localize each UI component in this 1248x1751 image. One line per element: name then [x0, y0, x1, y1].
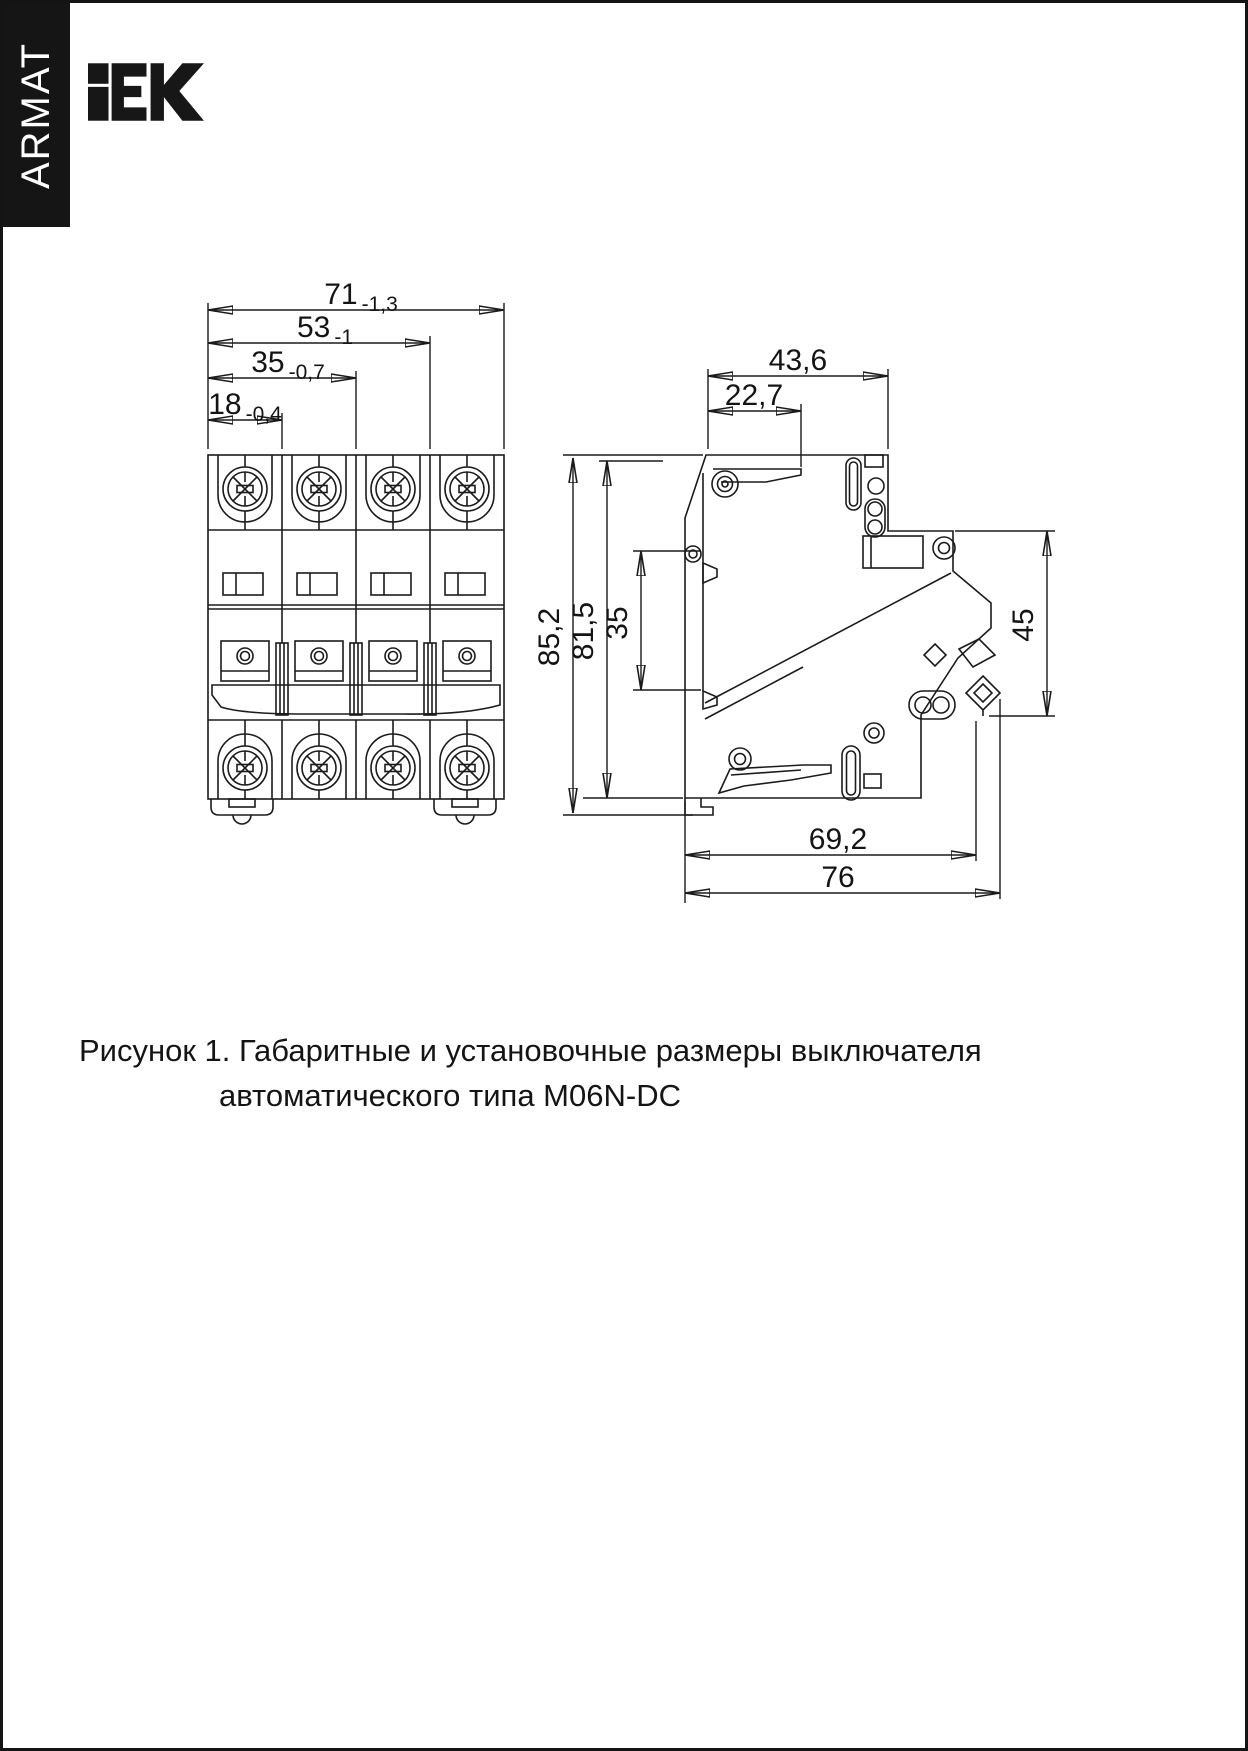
- figure-caption: [79, 1029, 982, 1119]
- dim-label-18: 18 $_{-0,4}$: [208, 388, 282, 426]
- dim-label-43-6: 43,6: [768, 344, 828, 377]
- dim-label-85-2: 85,2: [533, 607, 566, 667]
- front-view-drawing: [208, 455, 504, 824]
- dim-label-69-2: 69,2: [808, 823, 868, 856]
- side-view-drawing: [685, 455, 1000, 815]
- dim-label-53: 53 $_{-1}$: [296, 311, 354, 349]
- technical-drawing: [3, 3, 1248, 1751]
- armat-banner-label: ARMAT: [14, 41, 58, 189]
- front-view-dimensions: [208, 278, 504, 449]
- dim-label-76: 76: [821, 861, 855, 894]
- caption-line-1: Рисунок 1. Габаритные и установочные размеры выключателя: [79, 1033, 982, 1068]
- dim-label-71: 71 $_{-1,3}$: [324, 278, 398, 316]
- dim-label-35: 35 $_{-0,7}$: [251, 346, 325, 384]
- dim-label-45: 45: [1007, 608, 1040, 642]
- dim-label-81-5: 81,5: [567, 601, 600, 661]
- dim-label-22-7: 22,7: [724, 379, 784, 412]
- dim-label-35-side: 35: [601, 606, 634, 640]
- caption-line-2: автоматического типа М06N-DC: [219, 1077, 681, 1113]
- side-view-dimensions: [533, 344, 1055, 903]
